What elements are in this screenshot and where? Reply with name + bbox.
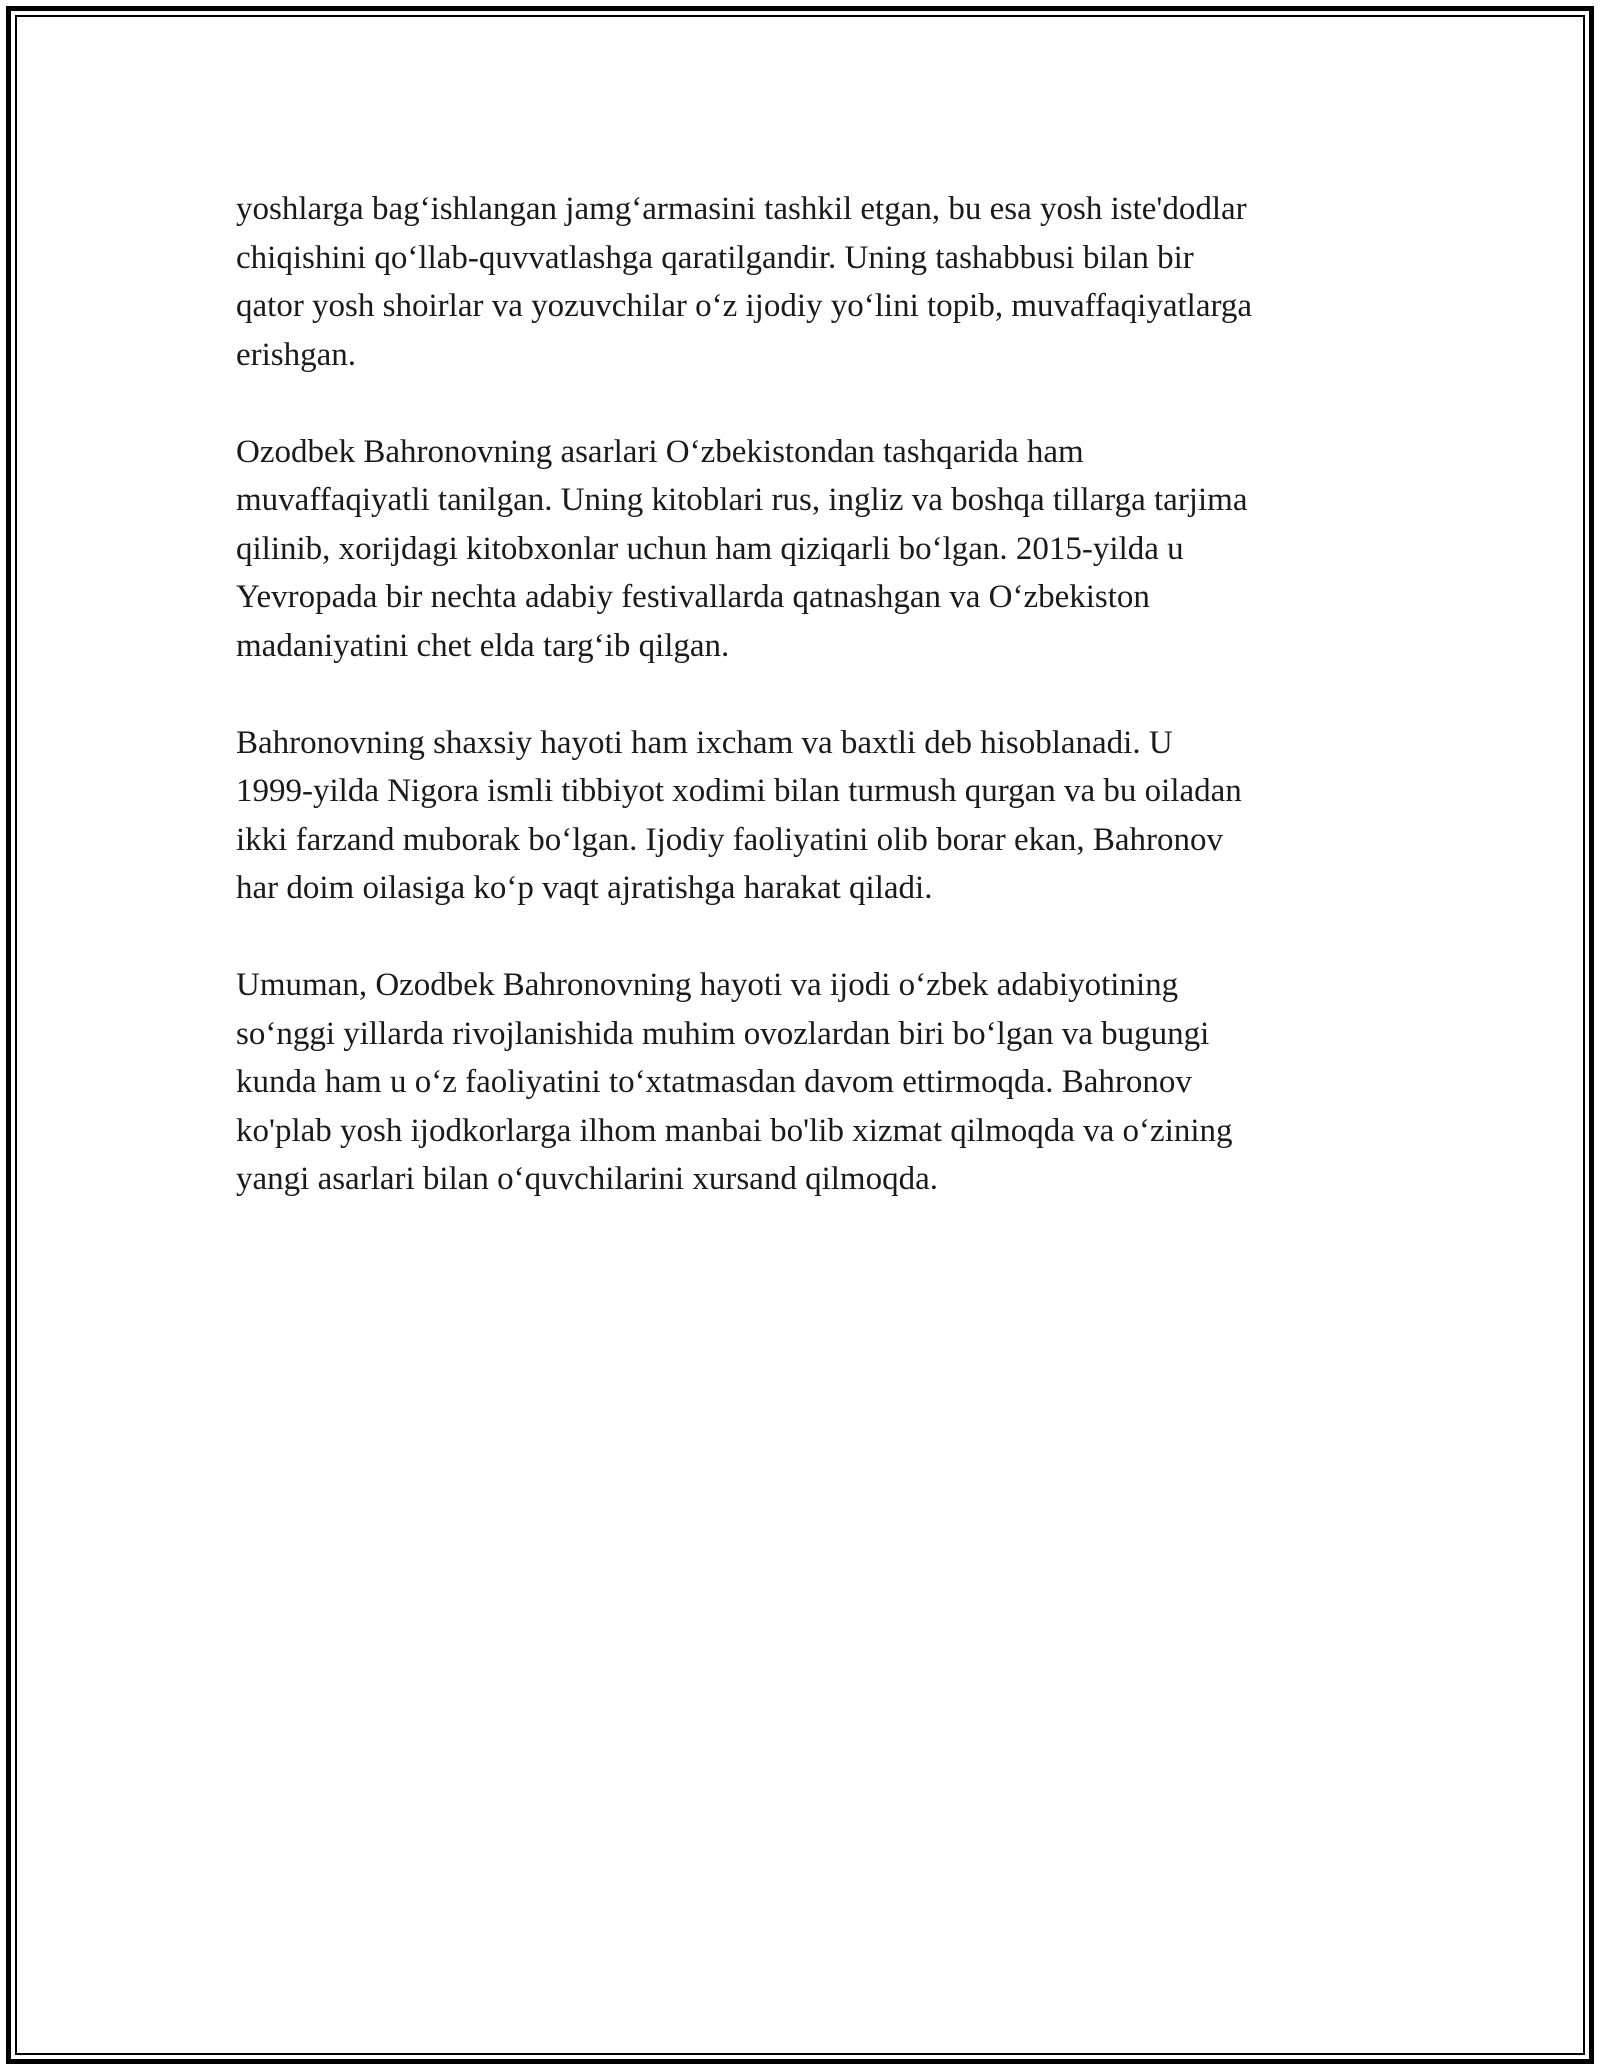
paragraph-4: Umuman, Ozodbek Bahronovning hayoti va ijodi o‘zbek adabiyotining so‘nggi yillarda rivojlanishida muhim ovozlardan biri bo‘lgan va bugungi kunda ham u o‘z faoliyatini to‘xtatmasdan davom ettirmoqda. Bahronov ko'plab yosh ijodkorlarga ilhom manbai bo'lib xizmat qilmoqda va o‘zining yangi asarlari bilan o‘quvchilarini xursand qilmoqda.: [236, 967, 1233, 1197]
document-body: [236, 185, 1376, 1252]
paragraph-2: Ozodbek Bahronovning asarlari O‘zbekistondan tashqarida ham muvaffaqiyatli tanilgan. Uning kitoblari rus, ingliz va boshqa tillarga tarjima qilinib, xorijdagi kitobxonlar uchun ham qiziqarli bo‘lgan. 2015-yilda u Yevropada bir nechta adabiy festivallarda qatnashgan va O‘zbekiston madaniyatini chet elda targ‘ib qilgan.: [236, 433, 1248, 664]
paragraph-3: Bahronovning shaxsiy hayoti ham ixcham va baxtli deb hisoblanadi. U 1999-yilda Nigora ismli tibbiyot xodimi bilan turmush qurgan va bu oiladan ikki farzand muborak bo‘lgan. Ijodiy faoliyatini olib borar ekan, Bahronov har doim oilasiga ko‘p vaqt ajratishga harakat qiladi.: [236, 724, 1242, 906]
paragraph-1: yoshlarga bag‘ishlangan jamg‘armasini tashkil etgan, bu esa yosh iste'dodlar chiqishini qo‘llab-quvvatlashga qaratilgandir. Uning tashabbusi bilan bir qator yosh shoirlar va yozuvchilar o‘z ijodiy yo‘lini topib, muvaffaqiyatlarga erishgan.: [236, 191, 1253, 373]
